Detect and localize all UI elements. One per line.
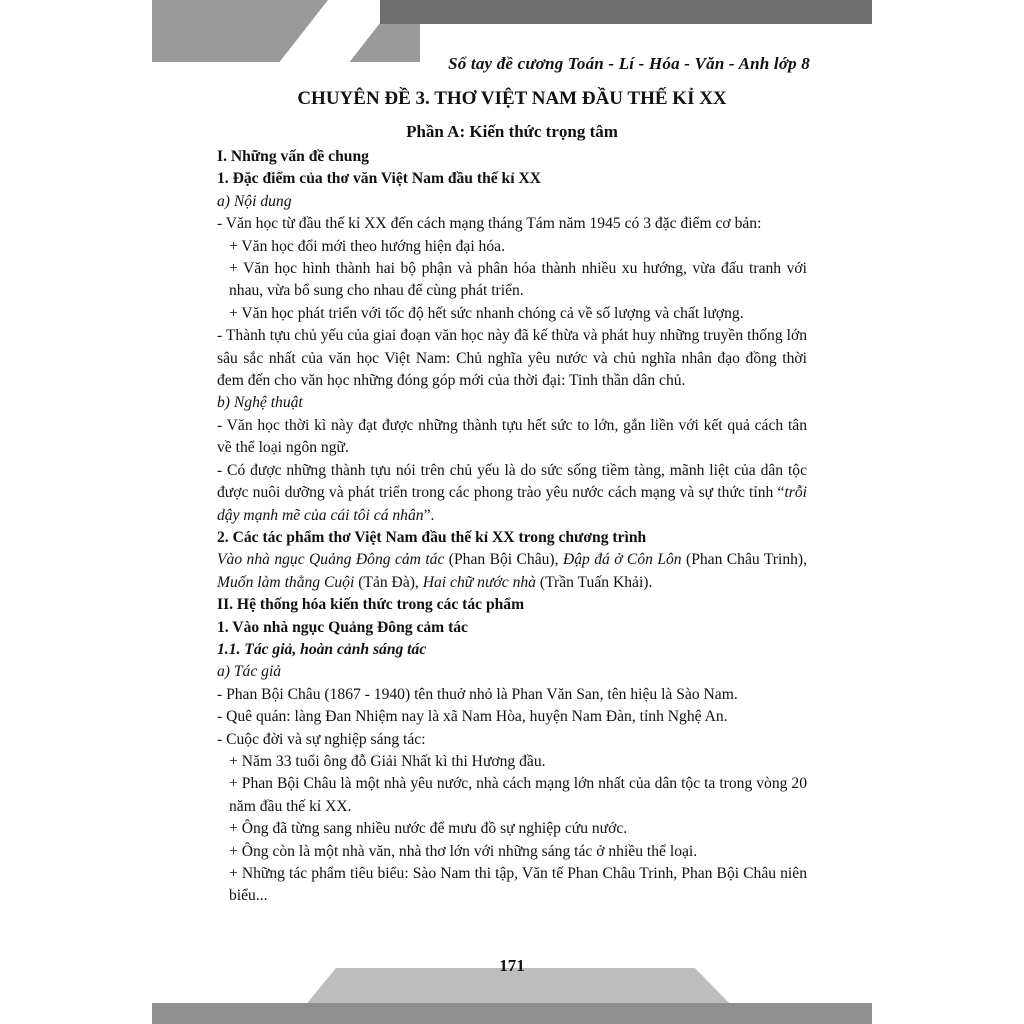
section-subtitle: Phần A: Kiến thức trọng tâm: [406, 122, 618, 141]
heading-2-1: 1. Vào nhà ngục Quảng Đông cảm tác: [217, 618, 468, 636]
paragraph: [217, 460, 807, 527]
body-text: [217, 146, 807, 908]
top-decor-dark-band: [380, 0, 872, 24]
running-header: Sổ tay đề cương Toán - Lí - Hóa - Văn - Anh lớp 8: [448, 54, 810, 73]
paragraph: + Những tác phẩm tiêu biểu: Sào Nam thi tập, Văn tế Phan Châu Trinh, Phan Bội Châu niên biểu...: [229, 865, 807, 905]
paragraph: + Năm 33 tuổi ông đỗ Giải Nhất kì thi Hương đầu.: [229, 752, 546, 770]
quote: trỗi dậy mạnh mẽ của cái tôi cá nhân: [217, 484, 807, 524]
sub-label-b: b) Nghệ thuật: [217, 394, 303, 412]
paragraph: - Văn học thời kì này đạt được những thành tựu hết sức to lớn, gắn liền với kết quả cách tân về thể loại ngôn ngữ.: [217, 416, 807, 457]
heading-2-1-1: 1.1. Tác giả, hoàn cảnh sáng tác: [217, 640, 427, 658]
paragraph: + Văn học đổi mới theo hướng hiện đại hóa.: [229, 237, 505, 255]
heading-1-1: 1. Đặc điểm của thơ văn Việt Nam đầu thế kỉ XX: [217, 170, 541, 188]
work-author: (Phan Châu Trinh),: [681, 551, 808, 569]
paragraph: + Ông còn là một nhà văn, nhà thơ lớn với những sáng tác ở nhiều thể loại.: [229, 842, 698, 860]
work-title: Hai chữ nước nhà: [422, 573, 536, 591]
paragraph: - Phan Bội Châu (1867 - 1940) tên thuở nhỏ là Phan Văn San, tên hiệu là Sào Nam.: [217, 685, 738, 703]
paragraph: + Ông đã từng sang nhiều nước để mưu đồ sự nghiệp cứu nước.: [229, 820, 628, 838]
heading-1-2: 2. Các tác phẩm thơ Việt Nam đầu thế kỉ XX trong chương trình: [217, 528, 647, 546]
heading-1: I. Những vấn đề chung: [217, 148, 369, 165]
works-list: [217, 549, 807, 594]
text: - Có được những thành tựu nói trên chủ yếu là do sức sống tiềm tàng, mãnh liệt của dân tộc được nuôi dưỡng và phát triển trong các phong trào yêu nước cách mạng và sự thức tỉnh “: [217, 461, 807, 502]
page-number: 171: [499, 956, 525, 975]
sub-label-a: a) Nội dung: [217, 192, 292, 210]
paragraph: + Phan Bội Châu là một nhà yêu nước, nhà cách mạng lớn nhất của dân tộc ta trong vòng 20 năm đầu thế kỉ XX.: [229, 775, 807, 815]
paragraph: - Quê quán: làng Đan Nhiệm nay là xã Nam Hòa, huyện Nam Đàn, tỉnh Nghệ An.: [217, 708, 728, 726]
work-title: Muốn làm thằng Cuội: [217, 573, 355, 591]
work-author: (Tản Đà),: [354, 573, 423, 591]
work-title: Đập đá ở Côn Lôn: [562, 551, 682, 569]
paragraph: - Thành tựu chủ yếu của giai đoạn văn học này đã kế thừa và phát huy những truyền thống lớn sâu sắc nhất của văn học Việt Nam: Chủ nghĩa yêu nước và chủ nghĩa nhân đạo đồng thời đem đến cho văn học những đóng góp mới của thời đại: Tinh thần dân chủ.: [217, 327, 807, 390]
page-title: CHUYÊN ĐỀ 3. THƠ VIỆT NAM ĐẦU THẾ KỈ XX: [297, 88, 727, 109]
work-author: (Phan Bội Châu),: [444, 551, 563, 569]
text: ”.: [423, 506, 435, 524]
work-title: Vào nhà ngục Quảng Đông cảm tác: [217, 551, 445, 569]
work-author: (Trần Tuấn Khải).: [535, 573, 653, 591]
bottom-decor-band: [152, 1003, 872, 1024]
paragraph: + Văn học phát triển với tốc độ hết sức nhanh chóng cả về số lượng và chất lượng.: [229, 304, 744, 322]
paragraph: + Văn học hình thành hai bộ phận và phân hóa thành nhiều xu hướng, vừa đấu tranh với nhau, vừa bổ sung cho nhau để cùng phát triển.: [229, 260, 807, 300]
heading-2: II. Hệ thống hóa kiến thức trong các tác phẩm: [217, 596, 525, 614]
paragraph: - Cuộc đời và sự nghiệp sáng tác:: [217, 730, 426, 748]
paragraph: - Văn học từ đầu thế kỉ XX đến cách mạng tháng Tám năm 1945 có 3 đặc điểm cơ bản:: [217, 215, 762, 233]
sub-label-a2: a) Tác giả: [217, 663, 282, 681]
